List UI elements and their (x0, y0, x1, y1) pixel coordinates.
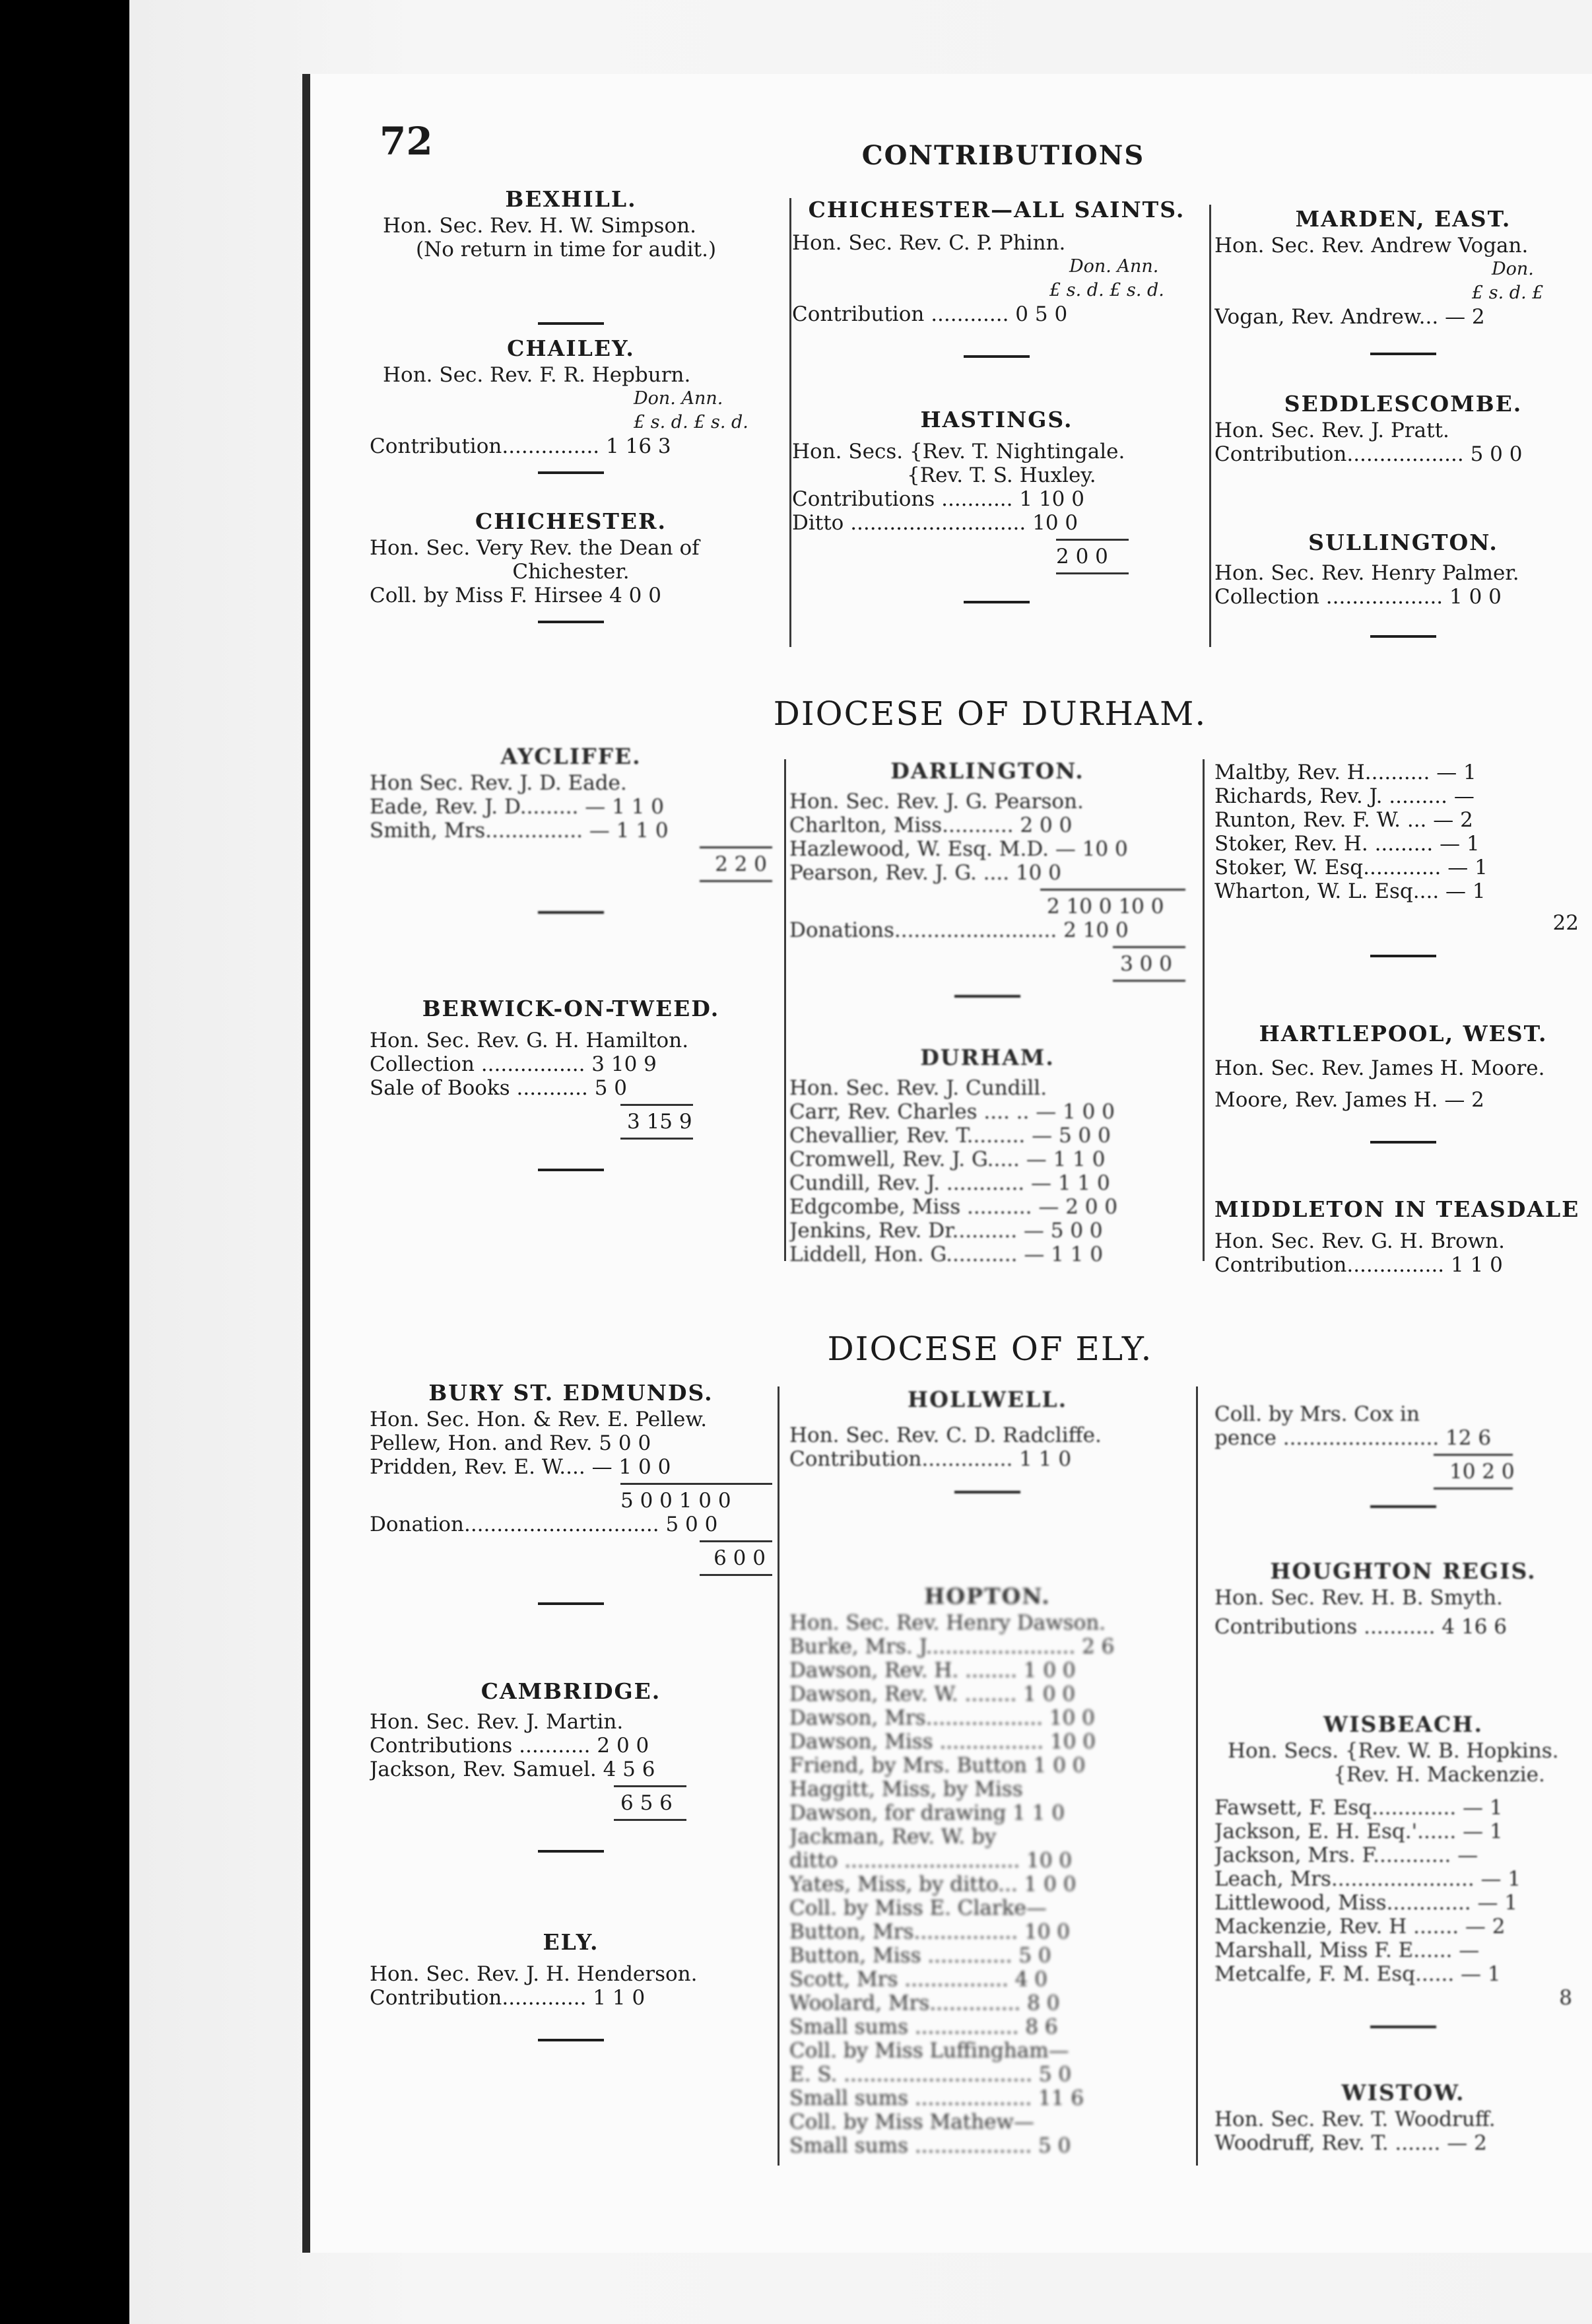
entry-title: HOLLWELL. (907, 1386, 1068, 1412)
contribution-row: Woodruff, Rev. T. ....... — 2 (1214, 2131, 1487, 2155)
column-rule (784, 759, 786, 1261)
contribution-row: pence ........................ 12 6 (1214, 1426, 1492, 1450)
column-rule (778, 1386, 779, 2166)
secretary-line: Hon. Sec. Rev. G. H. Brown. (1214, 1229, 1505, 1253)
section-rule (1370, 1141, 1436, 1144)
contribution-row: Donation.............................. 5 0 0 (370, 1513, 718, 1536)
secretary-line: Hon. Sec. Rev. J. Pratt. (1214, 419, 1449, 442)
contribution-row: Cundill, Rev. J. ............ — 1 1 0 (789, 1171, 1110, 1195)
sum-rule (1113, 980, 1185, 982)
entry-title: BEXHILL. (505, 186, 637, 212)
subtotal-row: 2 10 0 10 0 (1047, 895, 1164, 918)
contribution-row: Haggitt, Miss, by Miss (789, 1777, 1023, 1801)
secretary-line: Hon. Sec. Rev. G. H. Hamilton. (370, 1029, 689, 1052)
secretary-line: Hon. Sec. Rev. Andrew Vogan. (1214, 234, 1529, 257)
contribution-row: Scott, Mrs ................ 4 0 (789, 1967, 1048, 1991)
secretary-line: Hon. Sec. Rev. J. Cundill. (789, 1076, 1047, 1100)
contribution-row: Contributions ........... 2 0 0 (370, 1734, 649, 1758)
secretary-line: Chichester. (512, 560, 630, 584)
contribution-row: Smith, Mrs............... — 1 1 0 (370, 819, 669, 842)
contribution-row: Cromwell, Rev. J. G..... — 1 1 0 (789, 1147, 1106, 1171)
entry-chichester (370, 507, 772, 623)
entry-houghton-regis (1214, 1557, 1592, 1639)
contribution-row: E. S. ............................. 5 0 (789, 2063, 1072, 2086)
contribution-row: Jackson, Mrs. F............ — (1214, 1843, 1478, 1867)
contribution-row: Pridden, Rev. E. W.... — 1 0 0 (370, 1455, 671, 1479)
entry-aycliffe (370, 742, 772, 914)
contribution-row: Friend, by Mrs. Button 1 0 0 (789, 1754, 1086, 1777)
sum-rule (1434, 1487, 1513, 1489)
sum-rule (1434, 1454, 1513, 1456)
column-header: £ s. d. £ (1472, 283, 1544, 303)
secretary-line: Hon. Sec. Rev. F. R. Hepburn. (383, 363, 691, 387)
contribution-row: Liddell, Hon. G........... — 1 1 0 (789, 1243, 1104, 1266)
entry-darlington (789, 757, 1185, 998)
secretary-line: Hon. Sec. Rev. Henry Dawson. (789, 1611, 1106, 1635)
entry-hastings (792, 405, 1201, 603)
sum-rule (620, 1138, 693, 1140)
contribution-list (1214, 1796, 1592, 1986)
total-row: 6 0 0 (713, 1546, 766, 1570)
contribution-row: Dawson, Rev. H. ........ 1 0 0 (789, 1658, 1076, 1682)
column-rule (1196, 1386, 1198, 2166)
section-rule (538, 911, 604, 914)
contribution-row: Richards, Rev. J. ......... — (1214, 784, 1475, 808)
entry-title: BURY ST. EDMUNDS. (428, 1380, 713, 1406)
sum-rule (1056, 572, 1129, 574)
section-rule (538, 621, 604, 623)
entry-title: BERWICK-ON-TWEED. (422, 996, 720, 1021)
secretary-line: Hon. Sec. Rev. H. B. Smyth. (1214, 1586, 1503, 1610)
contribution-row: Contributions ........... 4 16 6 (1214, 1615, 1507, 1639)
section-rule (538, 322, 604, 325)
entry-wistow (1214, 2078, 1592, 2155)
column-header: Don. Ann. (1069, 256, 1159, 277)
contribution-row: Coll. by Miss F. Hirsee 4 0 0 (370, 584, 661, 607)
contribution-row: Contribution ............ 0 5 0 (792, 302, 1068, 326)
column-header: £ s. d. £ s. d. (634, 412, 748, 432)
total-row: 2 0 0 (1056, 545, 1108, 568)
secretary-line: Hon. Sec. Rev. C. D. Radcliffe. (789, 1423, 1102, 1447)
total-row: 10 2 0 (1449, 1460, 1515, 1484)
total-row: 8 (1559, 1986, 1572, 2010)
entry-title: SULLINGTON. (1308, 530, 1498, 555)
section-rule (964, 355, 1030, 358)
contribution-row: Small sums ................ 8 6 (789, 2015, 1058, 2039)
sum-rule (614, 1785, 686, 1787)
contribution-row: Dawson, Miss ................ 10 0 (789, 1730, 1096, 1754)
secretary-line: Hon Sec. Rev. J. D. Eade. (370, 771, 627, 795)
contribution-row: Contributions ........... 1 10 0 (792, 487, 1084, 511)
contribution-row: Collection .................. 1 0 0 (1214, 585, 1502, 609)
contribution-row: Coll. by Mrs. Cox in (1214, 1402, 1420, 1426)
entry-bury-st-edmunds (370, 1379, 772, 1605)
secretary-line: {Rev. H. Mackenzie. (1333, 1763, 1545, 1787)
column-header: £ s. d. £ s. d. (1049, 280, 1164, 300)
entry-hopton (789, 1582, 1185, 2158)
contribution-row: Small sums .................. 5 0 (789, 2134, 1071, 2158)
entry-bexhill (370, 185, 772, 261)
secretary-line: Hon. Sec. Very Rev. the Dean of (370, 536, 700, 560)
entry-durham (789, 1043, 1185, 1266)
section-rule (954, 995, 1020, 998)
sum-rule (1056, 539, 1129, 541)
entry-hartlepool-west (1214, 1019, 1592, 1144)
secretary-line: Hon. Sec. Rev. T. Woodruff. (1214, 2107, 1496, 2131)
section-rule (538, 1169, 604, 1171)
contribution-row: Dawson, Mrs.................. 10 0 (789, 1706, 1095, 1730)
secretary-line: Hon. Sec. Rev. Henry Palmer. (1214, 561, 1519, 585)
entry-title: CHICHESTER. (475, 508, 667, 534)
contribution-row: Carr, Rev. Charles .... .. — 1 0 0 (789, 1100, 1115, 1124)
running-head: CONTRIBUTIONS (861, 140, 1145, 171)
section-rule (1370, 955, 1436, 957)
diocese-heading-durham: DIOCESE OF DURHAM. (773, 695, 1207, 733)
secretary-line: Hon. Sec. Rev. J. Martin. (370, 1710, 624, 1734)
entry-title: HASTINGS. (920, 407, 1073, 432)
contribution-row: Edgcombe, Miss .......... — 2 0 0 (789, 1195, 1118, 1219)
entry-title: WISTOW. (1341, 2080, 1465, 2105)
contribution-row: Jackson, E. H. Esq.'...... — 1 (1214, 1820, 1503, 1843)
secretary-line: {Rev. T. S. Huxley. (907, 463, 1096, 487)
total-row: 3 15 9 (627, 1110, 692, 1134)
sum-rule (620, 1483, 772, 1485)
contribution-row: Dawson, Rev. W. ........ 1 0 0 (789, 1682, 1076, 1706)
entry-title: CHICHESTER—ALL SAINTS. (808, 197, 1185, 222)
contribution-row: Contribution............... 1 16 3 (370, 434, 671, 458)
contribution-row: Coll. by Miss Mathew— (789, 2110, 1034, 2134)
diocese-heading-ely: DIOCESE OF ELY. (827, 1330, 1153, 1368)
entry-chailey (370, 322, 772, 474)
contribution-row: Chevallier, Rev. T......... — 5 0 0 (789, 1124, 1111, 1147)
section-rule (1370, 635, 1436, 638)
secretary-line: Hon. Sec. Hon. & Rev. E. Pellew. (370, 1408, 708, 1431)
total-row: 22 (1552, 911, 1579, 935)
section-rule (1370, 353, 1436, 355)
section-rule (538, 1850, 604, 1853)
contribution-list (789, 1635, 1185, 2158)
section-rule (964, 601, 1030, 603)
entry-ely (370, 1928, 772, 2041)
column-rule (789, 198, 791, 647)
contribution-row: Hazlewood, W. Esq. M.D. — 10 0 (789, 837, 1128, 861)
subtotal-row: 5 0 0 1 0 0 (620, 1489, 731, 1513)
contribution-row: Metcalfe, F. M. Esq...... — 1 (1214, 1962, 1501, 1986)
column-header: Don. Ann. (634, 388, 723, 409)
contribution-row: Contribution.................. 5 0 0 (1214, 442, 1523, 466)
entry-title: AYCLIFFE. (500, 743, 642, 769)
entry-title: CHAILEY. (507, 335, 635, 361)
contribution-row: Coll. by Miss Luffingham— (789, 2039, 1069, 2063)
secretary-line: Hon. Sec. Rev. C. P. Phinn. (792, 231, 1066, 255)
secretary-line: Hon. Secs. {Rev. T. Nightingale. (792, 440, 1125, 463)
sum-rule (700, 1574, 772, 1576)
contribution-list (1214, 761, 1592, 903)
contribution-row: Contribution............... 1 1 0 (1214, 1253, 1503, 1277)
entry-durham-continued (1214, 761, 1592, 957)
contribution-row: Yates, Miss, by ditto... 1 0 0 (789, 1872, 1077, 1896)
entry-title: HOUGHTON REGIS. (1270, 1558, 1537, 1584)
contribution-row: Runton, Rev. F. W. ... — 2 (1214, 808, 1473, 832)
contribution-row: Maltby, Rev. H.......... — 1 (1214, 761, 1476, 784)
contribution-row: Pellew, Hon. and Rev. 5 0 0 (370, 1431, 651, 1455)
sum-rule (700, 846, 772, 848)
entry-berwick (370, 994, 772, 1171)
contribution-row: Stoker, Rev. H. ......... — 1 (1214, 832, 1480, 856)
contribution-list (789, 1100, 1185, 1266)
entry-sullington (1214, 528, 1592, 638)
contribution-row: Donations......................... 2 10 0 (789, 918, 1129, 942)
secretary-line: Hon. Secs. {Rev. W. B. Hopkins. (1228, 1739, 1559, 1763)
entry-title: MARDEN, EAST. (1295, 206, 1511, 232)
contribution-row: Contribution............. 1 1 0 (370, 1986, 646, 2010)
contribution-row: Eade, Rev. J. D......... — 1 1 0 (370, 795, 664, 819)
entry-hollwell (789, 1385, 1185, 1493)
sum-rule (700, 1540, 772, 1542)
entry-title: HOPTON. (924, 1583, 1051, 1609)
entry-ely-continued (1214, 1402, 1592, 1508)
contribution-row: Pearson, Rev. J. G. .... 10 0 (789, 861, 1061, 885)
contribution-row: Wharton, W. L. Esq.... — 1 (1214, 879, 1486, 903)
section-rule (954, 1491, 1020, 1493)
contribution-row: Contribution.............. 1 1 0 (789, 1447, 1072, 1471)
section-rule (538, 471, 604, 474)
contribution-row: Leach, Mrs...................... — 1 (1214, 1867, 1521, 1891)
contribution-row: Dawson, for drawing 1 1 0 (789, 1801, 1065, 1825)
section-rule (1370, 1505, 1436, 1508)
entry-wisbeach (1214, 1710, 1592, 2028)
column-rule (1203, 759, 1205, 1261)
contribution-row: Charlton, Miss........... 2 0 0 (789, 813, 1073, 837)
total-row: 6 5 6 (620, 1791, 673, 1815)
contribution-row: Woolard, Mrs.............. 8 0 (789, 1991, 1060, 2015)
sum-rule (1113, 946, 1185, 948)
sum-rule (614, 1819, 686, 1821)
entry-title: HARTLEPOOL, WEST. (1259, 1021, 1548, 1046)
entry-seddlescombe (1214, 390, 1592, 466)
section-rule (538, 1602, 604, 1605)
contribution-row: Jackman, Rev. W. by (789, 1825, 997, 1849)
contribution-row: Vogan, Rev. Andrew... — 2 (1214, 305, 1485, 329)
contribution-row: ditto ........................... 10 0 (789, 1849, 1073, 1872)
entry-title: DURHAM. (920, 1044, 1055, 1070)
page-number: 72 (380, 119, 433, 164)
entry-cambridge (370, 1677, 772, 1853)
total-row: 3 0 0 (1120, 952, 1172, 976)
contribution-row: Small sums .................. 11 6 (789, 2086, 1084, 2110)
entry-title: SEDDLESCOMBE. (1284, 391, 1523, 417)
contribution-row: Fawsett, F. Esq............. — 1 (1214, 1796, 1503, 1820)
secretary-line: Hon. Sec. Rev. James H. Moore. (1214, 1056, 1545, 1080)
contribution-row: Littlewood, Miss............. — 1 (1214, 1891, 1518, 1915)
sum-rule (1040, 889, 1185, 891)
contribution-row: Moore, Rev. James H. — 2 (1214, 1088, 1484, 1112)
entry-marden-east (1214, 205, 1592, 355)
secretary-line: Hon. Sec. Rev. H. W. Simpson. (383, 214, 696, 238)
contribution-row: Button, Miss ............. 5 0 (789, 1944, 1051, 1967)
contribution-row: Stoker, W. Esq............ — 1 (1214, 856, 1488, 879)
contribution-row: Marshall, Miss F. E...... — (1214, 1938, 1480, 1962)
sum-rule (620, 1104, 693, 1106)
entry-title: WISBEACH. (1323, 1711, 1483, 1737)
contribution-row: Jenkins, Rev. Dr.......... — 5 0 0 (789, 1219, 1103, 1243)
section-rule (538, 2039, 604, 2041)
contribution-row: Mackenzie, Rev. H ....... — 2 (1214, 1915, 1506, 1938)
contribution-row: Sale of Books ........... 5 0 (370, 1076, 628, 1100)
column-header: Don. (1492, 259, 1534, 279)
entry-title: MIDDLETON IN TEASDALE (1214, 1196, 1580, 1222)
entry-title: ELY. (543, 1929, 599, 1955)
entry-middleton-in-teasdale (1214, 1195, 1592, 1277)
contribution-row: Collection ................ 3 10 9 (370, 1052, 657, 1076)
secretary-line: Hon. Sec. Rev. J. G. Pearson. (789, 790, 1084, 813)
contribution-row: Coll. by Miss E. Clarke— (789, 1896, 1047, 1920)
contribution-row: Button, Mrs................ 10 0 (789, 1920, 1071, 1944)
entry-title: CAMBRIDGE. (481, 1678, 661, 1704)
sum-rule (700, 880, 772, 882)
contribution-row: Burke, Mrs. J....................... 2 6 (789, 1635, 1115, 1658)
section-rule (1370, 2026, 1436, 2028)
entry-title: DARLINGTON. (890, 758, 1084, 784)
note-line: (No return in time for audit.) (416, 238, 717, 261)
column-rule (1209, 205, 1211, 647)
contribution-row: Ditto ........................... 10 0 (792, 511, 1078, 535)
entry-chichester-all-saints (792, 195, 1201, 358)
total-row: 2 2 0 (715, 852, 767, 876)
contribution-row: Jackson, Rev. Samuel. 4 5 6 (370, 1758, 655, 1781)
secretary-line: Hon. Sec. Rev. J. H. Henderson. (370, 1962, 698, 1986)
